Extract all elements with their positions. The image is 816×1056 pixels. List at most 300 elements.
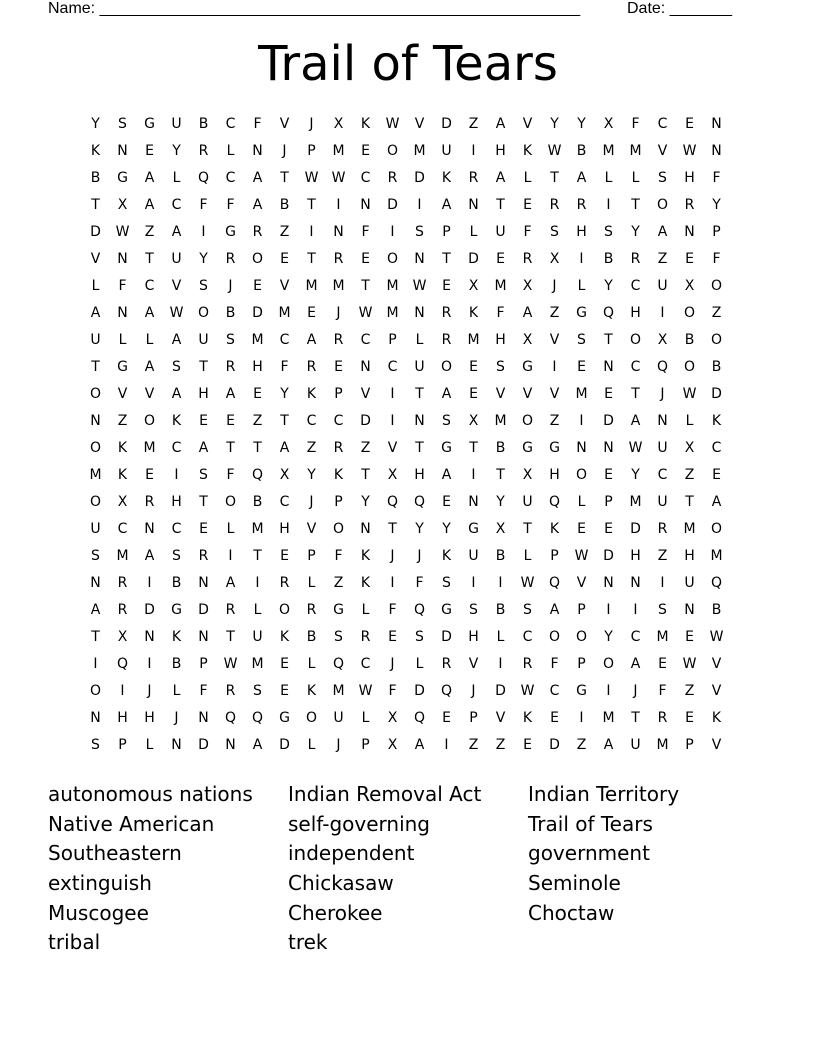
grid-letter: Y: [604, 629, 613, 645]
grid-letter: A: [144, 197, 155, 213]
grid-letter: W: [682, 143, 697, 159]
grid-letter: T: [145, 251, 154, 267]
grid-letter: R: [225, 602, 236, 618]
grid-letter: X: [657, 332, 668, 348]
grid-letter: Y: [712, 197, 721, 213]
grid-letter: E: [442, 710, 451, 726]
grid-letter: X: [522, 467, 533, 483]
grid-letter: F: [523, 224, 532, 240]
grid-letter: P: [712, 224, 721, 240]
grid-letter: C: [657, 467, 668, 483]
grid-letter: H: [252, 359, 263, 375]
grid-letter: T: [496, 197, 505, 213]
grid-letter: T: [496, 467, 505, 483]
grid-letter: N: [630, 575, 641, 591]
grid-letter: Z: [549, 413, 560, 429]
grid-letter: I: [390, 224, 395, 240]
grid-letter: N: [360, 197, 371, 213]
grid-letter: J: [336, 305, 341, 321]
grid-letter: B: [171, 656, 182, 672]
grid-letter: P: [685, 737, 694, 753]
grid-letter: C: [630, 278, 641, 294]
grid-letter: N: [414, 305, 425, 321]
grid-letter: U: [522, 494, 533, 510]
grid-letter: V: [495, 386, 506, 402]
grid-letter: S: [91, 737, 100, 753]
grid-letter: G: [549, 440, 560, 456]
grid-letter: J: [660, 386, 665, 402]
grid-letter: O: [305, 710, 318, 726]
grid-letter: G: [441, 602, 452, 618]
grid-letter: I: [390, 413, 395, 429]
grid-letter: A: [279, 440, 290, 456]
grid-letter: V: [360, 386, 371, 402]
grid-letter: O: [710, 332, 723, 348]
grid-letter: F: [712, 170, 721, 186]
grid-letter: P: [604, 494, 613, 510]
grid-letter: Q: [710, 575, 723, 591]
grid-letter: E: [604, 386, 613, 402]
grid-letter: A: [171, 224, 182, 240]
grid-letter: K: [711, 413, 722, 429]
grid-letter: L: [577, 278, 586, 294]
grid-letter: Z: [576, 737, 587, 753]
grid-letter: Z: [117, 413, 128, 429]
grid-letter: A: [225, 386, 236, 402]
grid-letter: U: [657, 440, 668, 456]
grid-letter: W: [682, 386, 697, 402]
grid-letter: O: [575, 629, 588, 645]
grid-letter: I: [390, 575, 395, 591]
grid-letter: K: [360, 575, 371, 591]
grid-letter: O: [548, 629, 561, 645]
grid-letter: O: [89, 386, 102, 402]
word-list-item: Trail of Tears: [528, 811, 653, 836]
grid-letter: H: [684, 548, 695, 564]
grid-letter: F: [226, 197, 235, 213]
grid-letter: Q: [197, 170, 210, 186]
grid-letter: O: [251, 251, 264, 267]
grid-letter: T: [604, 332, 613, 348]
grid-letter: E: [253, 386, 262, 402]
grid-letter: S: [496, 359, 505, 375]
grid-letter: P: [469, 710, 478, 726]
word-list-item: government: [528, 841, 650, 866]
grid-letter: H: [495, 143, 506, 159]
grid-letter: K: [306, 683, 317, 699]
grid-letter: Y: [631, 467, 640, 483]
grid-letter: N: [333, 224, 344, 240]
grid-letter: P: [118, 737, 127, 753]
grid-letter: I: [417, 197, 422, 213]
grid-letter: U: [495, 224, 506, 240]
grid-letter: V: [495, 710, 506, 726]
grid-letter: U: [468, 548, 479, 564]
grid-letter: X: [279, 467, 290, 483]
grid-letter: Q: [386, 494, 399, 510]
grid-letter: M: [629, 494, 642, 510]
grid-letter: L: [307, 575, 316, 591]
grid-letter: D: [252, 305, 263, 321]
grid-letter: E: [361, 143, 370, 159]
grid-letter: A: [171, 332, 182, 348]
grid-letter: P: [307, 143, 316, 159]
grid-letter: T: [226, 629, 235, 645]
grid-letter: A: [90, 305, 101, 321]
grid-letter: U: [441, 143, 452, 159]
grid-letter: E: [577, 359, 586, 375]
grid-letter: R: [225, 251, 236, 267]
grid-letter: T: [91, 359, 100, 375]
grid-letter: Q: [413, 710, 426, 726]
grid-letter: D: [414, 170, 425, 186]
grid-letter: E: [280, 548, 289, 564]
grid-letter: A: [522, 305, 533, 321]
grid-row: [82, 408, 734, 435]
grid-letter: A: [90, 602, 101, 618]
grid-letter: W: [304, 170, 319, 186]
grid-letter: G: [441, 440, 452, 456]
grid-row: [82, 597, 734, 624]
grid-letter: G: [576, 683, 587, 699]
grid-letter: F: [496, 305, 505, 321]
grid-letter: O: [629, 332, 642, 348]
grid-letter: C: [171, 197, 182, 213]
grid-row: [82, 462, 734, 489]
grid-letter: E: [280, 683, 289, 699]
grid-letter: V: [711, 737, 722, 753]
grid-letter: T: [361, 467, 370, 483]
grid-letter: E: [658, 656, 667, 672]
grid-letter: Y: [550, 116, 559, 132]
grid-letter: I: [444, 737, 449, 753]
grid-letter: L: [496, 629, 505, 645]
grid-letter: P: [334, 494, 343, 510]
grid-row: [82, 489, 734, 516]
grid-letter: S: [604, 224, 613, 240]
grid-letter: R: [198, 143, 209, 159]
grid-letter: M: [251, 656, 264, 672]
word-list: [48, 780, 768, 958]
grid-letter: C: [225, 170, 236, 186]
grid-letter: A: [603, 737, 614, 753]
grid-letter: X: [684, 440, 695, 456]
grid-letter: C: [549, 683, 560, 699]
grid-letter: U: [90, 521, 101, 537]
grid-letter: N: [603, 440, 614, 456]
grid-row: [82, 381, 734, 408]
grid-letter: K: [171, 413, 182, 429]
grid-letter: G: [576, 305, 587, 321]
grid-letter: A: [252, 197, 263, 213]
grid-letter: D: [711, 386, 722, 402]
grid-letter: T: [415, 386, 424, 402]
grid-letter: K: [711, 710, 722, 726]
grid-letter: L: [469, 224, 478, 240]
grid-row: [82, 165, 734, 192]
grid-letter: D: [603, 413, 614, 429]
grid-letter: J: [390, 656, 395, 672]
grid-letter: V: [306, 521, 317, 537]
grid-letter: N: [90, 710, 101, 726]
grid-letter: P: [199, 656, 208, 672]
grid-letter: D: [414, 683, 425, 699]
word-list-item: Choctaw: [528, 900, 615, 925]
grid-letter: J: [390, 548, 395, 564]
grid-letter: A: [144, 359, 155, 375]
grid-letter: Q: [116, 656, 129, 672]
grid-letter: R: [576, 197, 587, 213]
grid-letter: C: [630, 359, 641, 375]
word-list-item: Cherokee: [288, 900, 383, 925]
grid-letter: G: [117, 359, 128, 375]
grid-letter: U: [171, 251, 182, 267]
grid-row: [82, 570, 734, 597]
grid-letter: I: [579, 251, 584, 267]
grid-letter: I: [147, 575, 152, 591]
grid-letter: B: [279, 197, 290, 213]
grid-letter: O: [89, 440, 102, 456]
grid-letter: E: [442, 278, 451, 294]
grid-letter: E: [199, 413, 208, 429]
grid-letter: X: [333, 116, 344, 132]
grid-letter: L: [523, 548, 532, 564]
grid-letter: S: [469, 602, 478, 618]
grid-letter: Z: [549, 305, 560, 321]
grid-letter: S: [199, 278, 208, 294]
grid-letter: U: [333, 710, 344, 726]
grid-letter: Q: [440, 683, 453, 699]
grid-letter: V: [414, 116, 425, 132]
grid-letter: L: [577, 494, 586, 510]
grid-letter: H: [198, 386, 209, 402]
grid-letter: W: [385, 116, 400, 132]
grid-letter: Q: [656, 359, 669, 375]
grid-row: [82, 624, 734, 651]
grid-letter: X: [117, 197, 128, 213]
grid-letter: K: [522, 710, 533, 726]
grid-letter: N: [711, 116, 722, 132]
grid-letter: Q: [548, 494, 561, 510]
grid-letter: L: [631, 170, 640, 186]
grid-letter: S: [253, 683, 262, 699]
grid-letter: K: [441, 170, 452, 186]
grid-letter: N: [171, 737, 182, 753]
grid-letter: J: [417, 548, 422, 564]
grid-letter: N: [603, 575, 614, 591]
grid-letter: S: [523, 602, 532, 618]
grid-row: [82, 435, 734, 462]
grid-letter: W: [547, 143, 562, 159]
grid-letter: J: [174, 710, 179, 726]
word-list-item: Native American: [48, 811, 215, 836]
grid-letter: V: [522, 386, 533, 402]
grid-letter: K: [117, 440, 128, 456]
grid-letter: F: [550, 656, 559, 672]
grid-letter: Y: [577, 116, 586, 132]
grid-letter: M: [386, 305, 399, 321]
grid-letter: D: [441, 629, 452, 645]
grid-letter: M: [143, 440, 156, 456]
grid-letter: O: [683, 305, 696, 321]
grid-letter: N: [603, 359, 614, 375]
grid-letter: X: [522, 278, 533, 294]
grid-letter: D: [468, 251, 479, 267]
grid-row: [82, 732, 734, 759]
grid-letter: T: [415, 440, 424, 456]
grid-letter: M: [710, 548, 723, 564]
grid-letter: S: [415, 629, 424, 645]
grid-letter: V: [387, 440, 398, 456]
grid-letter: I: [660, 575, 665, 591]
grid-letter: E: [469, 386, 478, 402]
grid-letter: N: [198, 710, 209, 726]
grid-letter: K: [279, 629, 290, 645]
grid-letter: T: [469, 440, 478, 456]
grid-letter: B: [306, 629, 317, 645]
grid-row: [82, 543, 734, 570]
grid-letter: F: [361, 224, 370, 240]
grid-letter: N: [414, 251, 425, 267]
grid-letter: I: [390, 386, 395, 402]
grid-letter: Y: [199, 251, 208, 267]
grid-letter: P: [361, 737, 370, 753]
grid-letter: L: [226, 143, 235, 159]
grid-letter: I: [120, 683, 125, 699]
grid-letter: S: [658, 170, 667, 186]
grid-letter: W: [358, 305, 373, 321]
grid-row: [82, 192, 734, 219]
grid-letter: V: [522, 116, 533, 132]
grid-letter: U: [252, 629, 263, 645]
grid-letter: O: [575, 467, 588, 483]
grid-letter: S: [172, 359, 181, 375]
grid-letter: G: [522, 440, 533, 456]
grid-letter: X: [387, 737, 398, 753]
grid-letter: T: [685, 494, 694, 510]
grid-letter: Q: [413, 602, 426, 618]
word-list-item: Chickasaw: [288, 871, 394, 896]
word-list-item: self-governing: [288, 811, 430, 836]
grid-letter: O: [386, 143, 399, 159]
grid-letter: I: [606, 197, 611, 213]
grid-letter: N: [144, 521, 155, 537]
grid-letter: R: [549, 197, 560, 213]
grid-letter: Y: [496, 494, 505, 510]
grid-letter: Y: [91, 116, 100, 132]
grid-letter: I: [498, 575, 503, 591]
grid-letter: A: [495, 170, 506, 186]
grid-letter: I: [147, 656, 152, 672]
grid-letter: R: [441, 656, 452, 672]
grid-letter: A: [414, 737, 425, 753]
grid-letter: D: [441, 116, 452, 132]
grid-letter: R: [198, 548, 209, 564]
grid-letter: E: [361, 251, 370, 267]
grid-letter: K: [171, 629, 182, 645]
grid-letter: C: [522, 629, 533, 645]
grid-letter: D: [198, 602, 209, 618]
grid-letter: S: [658, 602, 667, 618]
grid-letter: Z: [684, 467, 695, 483]
grid-letter: D: [198, 737, 209, 753]
grid-letter: W: [628, 440, 643, 456]
grid-letter: E: [253, 278, 262, 294]
grid-letter: M: [278, 305, 291, 321]
header-row: [48, 0, 748, 20]
grid-letter: J: [552, 278, 557, 294]
grid-letter: K: [441, 548, 452, 564]
grid-letter: L: [361, 710, 370, 726]
grid-row: [82, 327, 734, 354]
grid-letter: D: [90, 224, 101, 240]
word-list-item: Seminole: [528, 871, 621, 896]
grid-letter: A: [441, 197, 452, 213]
grid-letter: L: [172, 683, 181, 699]
word-list-item: independent: [288, 841, 415, 866]
grid-letter: A: [144, 170, 155, 186]
grid-letter: L: [307, 656, 316, 672]
grid-letter: D: [387, 197, 398, 213]
grid-letter: R: [657, 710, 668, 726]
grid-letter: V: [711, 656, 722, 672]
grid-letter: I: [660, 305, 665, 321]
grid-letter: R: [306, 602, 317, 618]
grid-letter: N: [684, 224, 695, 240]
grid-letter: B: [171, 575, 182, 591]
grid-letter: R: [144, 494, 155, 510]
grid-letter: L: [415, 656, 424, 672]
grid-letter: O: [656, 197, 669, 213]
grid-letter: A: [576, 170, 587, 186]
grid-letter: R: [441, 332, 452, 348]
grid-letter: O: [386, 251, 399, 267]
grid-letter: H: [630, 548, 641, 564]
grid-letter: O: [440, 359, 453, 375]
grid-letter: M: [332, 278, 345, 294]
grid-letter: H: [495, 332, 506, 348]
grid-row: [82, 705, 734, 732]
grid-letter: I: [309, 224, 314, 240]
grid-row: [82, 300, 734, 327]
grid-letter: E: [685, 710, 694, 726]
grid-letter: I: [471, 575, 476, 591]
grid-letter: Q: [548, 575, 561, 591]
grid-letter: W: [574, 548, 589, 564]
grid-letter: M: [467, 332, 480, 348]
grid-letter: E: [442, 494, 451, 510]
grid-row: [82, 219, 734, 246]
grid-letter: X: [117, 629, 128, 645]
grid-letter: L: [415, 332, 424, 348]
grid-letter: G: [333, 602, 344, 618]
grid-letter: J: [633, 683, 638, 699]
grid-letter: S: [199, 467, 208, 483]
grid-letter: P: [442, 224, 451, 240]
grid-letter: R: [333, 440, 344, 456]
grid-letter: S: [172, 548, 181, 564]
grid-letter: A: [657, 224, 668, 240]
grid-letter: X: [117, 494, 128, 510]
grid-letter: U: [171, 116, 182, 132]
grid-letter: N: [90, 575, 101, 591]
grid-letter: Y: [631, 224, 640, 240]
grid-letter: I: [201, 224, 206, 240]
grid-letter: K: [468, 305, 479, 321]
grid-letter: O: [602, 656, 615, 672]
grid-letter: J: [309, 494, 314, 510]
word-list-item: Indian Removal Act: [288, 782, 482, 806]
